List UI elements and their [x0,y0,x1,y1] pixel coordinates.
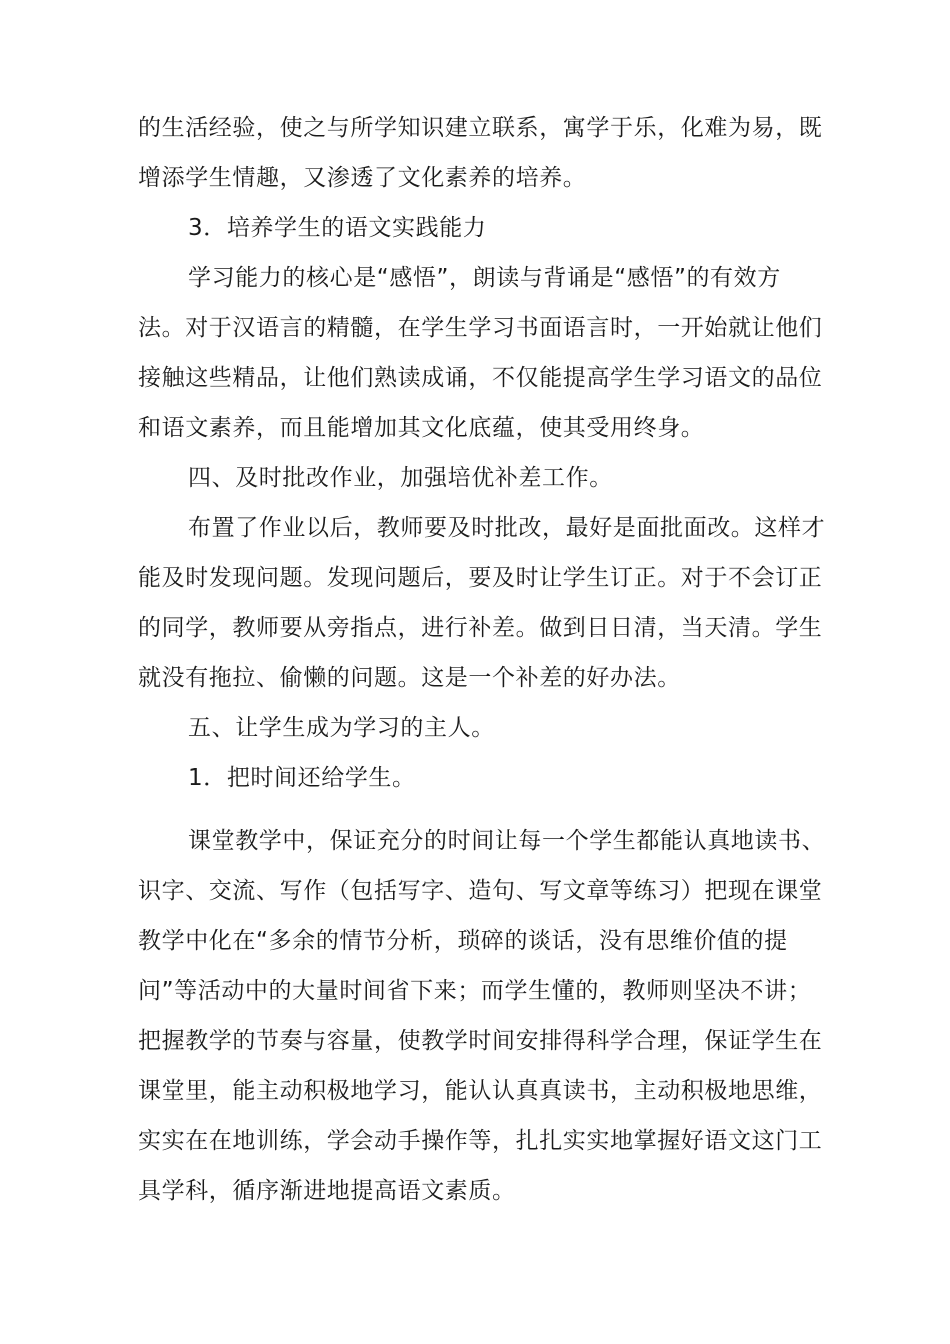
text-line: 法。对于汉语言的精髓，在学生学习书面语言时，一开始就让他们 [138,315,823,341]
text-line: 教学中化在“多余的情节分析，琐碎的谈话，没有思维价值的提 [138,928,788,954]
text-line: 和语文素养，而且能增加其文化底蕴，使其受用终身。 [138,415,705,441]
paragraph-first-line: 布置了作业以后，教师要及时批改，最好是面批面改。这样才 [188,515,826,541]
text-line: 课堂里，能主动积极地学习，能认认真真读书，主动积极地思维， [138,1078,823,1104]
section-heading: 五、让学生成为学习的主人。 [188,715,495,741]
paragraph-first-line: 学习能力的核心是“感悟”，朗读与背诵是“感悟”的有效方 [188,265,781,291]
text-line: 增添学生情趣，又渗透了文化素养的培养。 [138,165,587,191]
text-line: 就没有拖拉、偷懒的问题。这是一个补差的好办法。 [138,665,681,691]
paragraph-first-line: 课堂教学中，保证充分的时间让每一个学生都能认真地读书、 [188,828,826,854]
text-line: 实实在在地训练，学会动手操作等，扎扎实实地掌握好语文这门工 [138,1128,823,1154]
text-line: 识字、交流、写作（包括写字、造句、写文章等练习）把现在课堂 [138,878,823,904]
text-line: 的生活经验，使之与所学知识建立联系，寓学于乐，化难为易，既 [138,115,823,141]
subheading-line: 1．把时间还给学生。 [188,765,416,791]
text-line: 的同学，教师要从旁指点，进行补差。做到日日清，当天清。学生 [138,615,823,641]
text-line: 问”等活动中的大量时间省下来；而学生懂的，教师则坚决不讲； [138,978,812,1004]
text-line: 把握教学的节奏与容量，使教学时间安排得科学合理，保证学生在 [138,1028,823,1054]
text-line: 具学科，循序渐进地提高语文素质。 [138,1178,516,1204]
text-line: 能及时发现问题。发现问题后，要及时让学生订正。对于不会订正 [138,565,823,591]
section-heading: 四、及时批改作业，加强培优补差工作。 [188,465,613,491]
subheading-line: 3．培养学生的语文实践能力 [188,215,487,241]
text-line: 接触这些精品，让他们熟读成诵，不仅能提高学生学习语文的品位 [138,365,823,391]
